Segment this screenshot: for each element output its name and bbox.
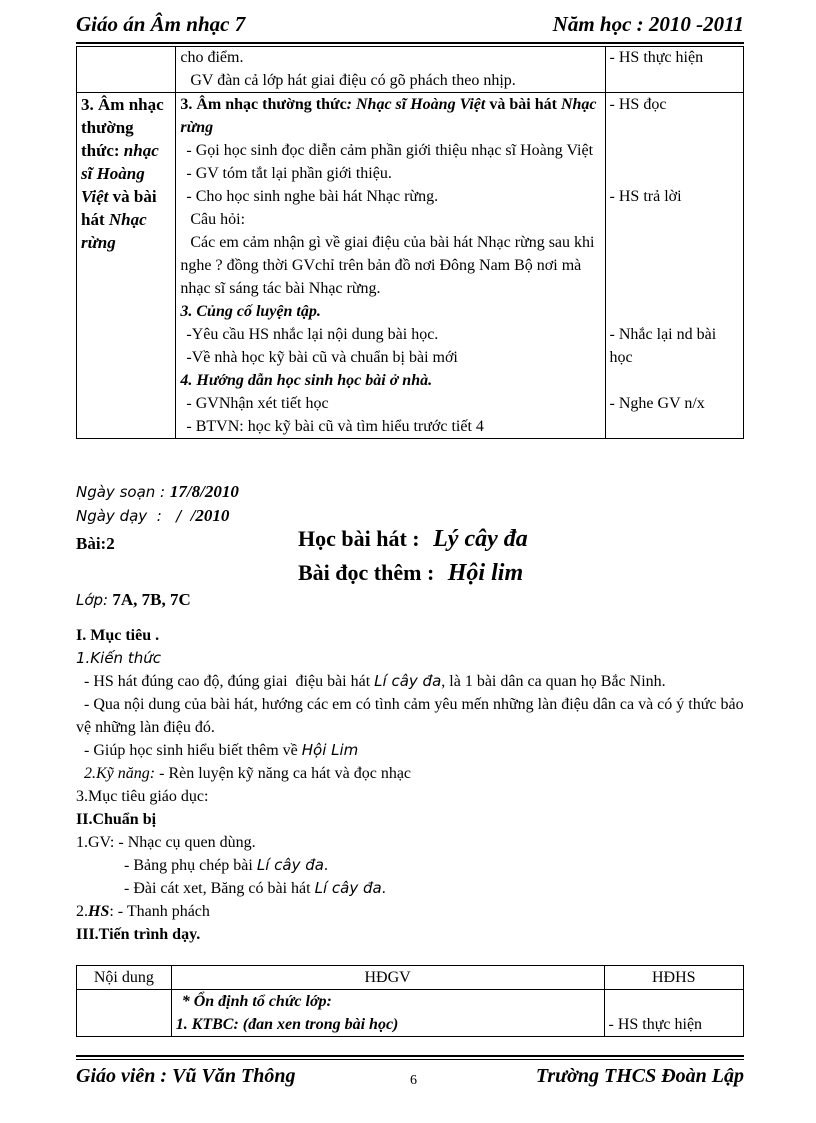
song-ref: Lí cây đa	[314, 879, 382, 897]
paragraph	[76, 739, 746, 762]
section-title: 4. Hướng dẫn học sinh học bài ở nhà.	[180, 372, 433, 389]
table-cell	[604, 990, 744, 1037]
footer-rule-thin	[76, 1059, 744, 1060]
table-row	[77, 990, 744, 1037]
class-line	[76, 590, 191, 610]
procedure-table	[76, 965, 744, 1037]
section-heading: III.Tiến trình dạy.	[76, 926, 201, 943]
meta-separator: : /	[147, 507, 191, 525]
table-row	[77, 93, 744, 439]
table-cell	[605, 46, 743, 93]
cell-text: - Gọi học sinh đọc diễn cảm phần giới thiệu nhạc sĩ Hoàng Việt	[186, 142, 594, 159]
table-header-row	[77, 966, 744, 990]
ngay-day-line	[76, 506, 229, 526]
paragraph	[76, 670, 746, 693]
section-heading: II.Chuẩn bị	[76, 811, 157, 828]
class-value: 7A, 7B, 7C	[108, 590, 191, 609]
ngay-soan-line	[76, 482, 239, 502]
cell-text: -Yêu cầu HS nhắc lại nội dung bài học.	[186, 326, 439, 343]
song-ref: Hội Lim	[301, 741, 359, 759]
text: - Rèn luyện kỹ năng ca hát và đọc nhạc	[155, 765, 412, 782]
meta-value: /2010	[190, 506, 230, 525]
paragraph: 3.Mục tiêu giáo dục:	[76, 788, 209, 805]
topic-text: Nhạc rừng	[81, 210, 147, 252]
cell-title: Nhạc rừng	[180, 96, 597, 136]
song-title-label: Học bài hát :	[298, 526, 420, 551]
table-cell	[176, 46, 605, 93]
table-cell	[77, 46, 176, 93]
cell-title: * Ổn định tổ chức lớp:	[181, 993, 332, 1010]
reading-title: Hội lim	[447, 560, 524, 586]
meta-label: Ngày dạy	[76, 507, 148, 525]
reading-title-label: Bài đọc thêm :	[298, 560, 435, 585]
page-header	[76, 10, 744, 40]
cell-text: - Cho học sinh nghe bài hát Nhạc rừng.	[186, 188, 439, 205]
meta-label: Ngày soạn	[76, 483, 156, 501]
table-cell	[605, 93, 743, 439]
cell-text: - GV tóm tắt lại phần giới thiệu.	[186, 165, 392, 182]
text: - Giúp học sinh hiểu biết thêm về	[76, 742, 302, 759]
cell-text: GV đàn cả lớp hát giai điệu có gõ phách theo nhịp.	[190, 72, 516, 89]
song-title-line	[298, 526, 528, 553]
cell-text: - HS trả lời	[609, 188, 682, 205]
text: .	[381, 880, 386, 897]
text: - Bảng phụ chép bài	[124, 857, 257, 874]
page-number: 6	[410, 1073, 417, 1088]
footer-teacher: Giáo viên : Vũ Văn Thông	[76, 1065, 296, 1087]
cell-title: và bài hát	[485, 96, 561, 113]
objectives-section	[76, 624, 746, 946]
song-ref: Lí cây đa	[374, 672, 442, 690]
topic-text: nhạc sĩ Hoàng Việt	[81, 141, 159, 206]
footer-rule	[76, 1055, 744, 1057]
paragraph	[76, 854, 746, 877]
paragraph: 1.GV: - Nhạc cụ quen dùng.	[76, 834, 256, 851]
text: .	[323, 857, 328, 874]
paragraph	[76, 877, 746, 900]
cell-text: Các em cảm nhận gì về giai điệu của bài hát Nhạc rừng sau khi nghe ? đồng thời GVchỉ trên bản đồ nơi Đông Nam Bộ nơi mà nhạc sĩ sáng tác bài Nhạc rừng.	[180, 234, 595, 297]
cell-text: Câu hỏi:	[190, 211, 246, 228]
reading-title-line	[298, 560, 523, 587]
topic-text: và bài hát	[81, 187, 157, 229]
topic-text: 3. Âm nhạc thường thức:	[81, 95, 164, 160]
table-cell	[176, 93, 605, 439]
column-header: HĐHS	[604, 966, 744, 990]
paragraph	[76, 900, 746, 923]
text: : - Thanh phách	[109, 903, 210, 920]
text: , là 1 bài dân ca quan họ Bắc Ninh.	[441, 673, 666, 690]
text: - Đài cát xet, Băng có bài hát	[124, 880, 315, 897]
cell-text: -Về nhà học kỹ bài cũ và chuẩn bị bài mới	[186, 349, 458, 366]
header-rule	[76, 42, 744, 44]
header-subject: Giáo án Âm nhạc 7	[76, 12, 246, 36]
song-title: Lý cây đa	[433, 526, 528, 552]
table-cell-topic	[77, 93, 176, 439]
cell-text: - HS thực hiện	[609, 49, 704, 66]
cell-text: - HS thực hiện	[608, 1016, 703, 1033]
paragraph: - Qua nội dung của bài hát, hướng các em có tình cảm yêu mến những làn điệu dân ca và có ý thức bảo vệ những làn điệu đó.	[76, 696, 748, 736]
column-header: HĐGV	[171, 966, 604, 990]
cell-title: : Nhạc sĩ Hoàng Việt	[346, 96, 486, 113]
class-label: Lớp:	[76, 591, 109, 609]
section-heading: I. Mục tiêu .	[76, 627, 160, 644]
table-row	[77, 46, 744, 93]
section-title: 3. Củng cố luyện tập.	[180, 303, 321, 320]
cell-text: - Nghe GV n/x	[609, 395, 705, 412]
text: 2.	[76, 903, 88, 920]
cell-text: - HS đọc	[609, 96, 667, 113]
subsection-heading: 1.Kiến thức	[76, 649, 161, 667]
lesson-activity-table	[76, 46, 744, 439]
cell-text: cho điểm.	[180, 49, 244, 66]
cell-title: 3. Âm nhạc thường thức	[180, 96, 347, 113]
text: HS	[88, 903, 110, 920]
song-ref: Lí cây đa	[256, 856, 324, 874]
table-cell	[77, 990, 172, 1037]
lesson-number: Bài:2	[76, 534, 115, 553]
column-header: Nội dung	[77, 966, 172, 990]
meta-value: 17/8/2010	[169, 482, 239, 501]
table-cell	[171, 990, 604, 1037]
page-footer	[76, 1055, 744, 1095]
header-school-year: Năm học : 2010 -2011	[552, 12, 744, 36]
paragraph	[76, 762, 746, 785]
meta-separator: :	[155, 483, 170, 501]
footer-school: Trường THCS Đoàn Lập	[535, 1065, 744, 1087]
cell-title: 1. KTBC: (đan xen trong bài học)	[175, 1016, 399, 1033]
text: - HS hát đúng cao độ, đúng giai điệu bài hát	[76, 673, 375, 690]
cell-text: - GVNhận xét tiết học	[186, 395, 329, 412]
cell-text: - Nhắc lại nd bài học	[609, 326, 717, 366]
skill-label: 2.Kỹ năng:	[76, 765, 156, 782]
cell-text: - BTVN: học kỹ bài cũ và tìm hiểu trước tiết 4	[186, 418, 484, 435]
